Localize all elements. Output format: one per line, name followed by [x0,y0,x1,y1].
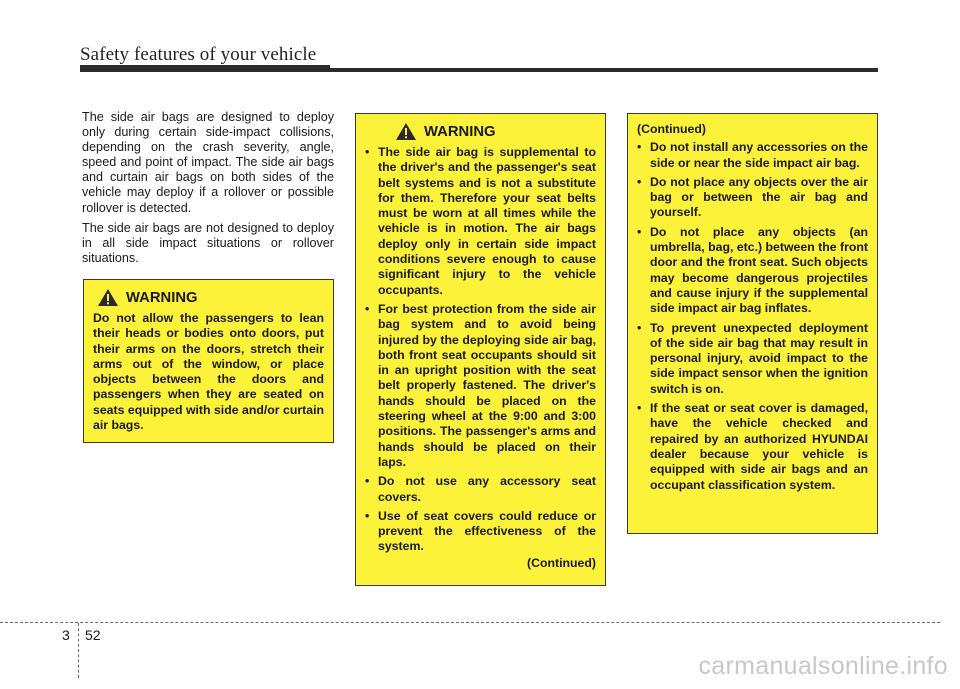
warning-heading [97,288,324,307]
chapter-number: 3 [62,627,70,643]
warning-bullet: • If the seat or seat cover is damaged, have the vehicle checked and repaired by an authorized HYUNDAI dealer because your vehicle is equipped with side air bags and an occupant classification system. [637,401,868,493]
warning-heading-label: WARNING [424,123,496,140]
warning-bullet: • Do not place any objects (an umbrella, bag, etc.) between the front door and the front seat. Such objects may become dangerous projectiles and cause injury if the supplemental side impact air bag inflates. [637,225,868,317]
warning-bullet: • Do not install any accessories on the side or near the side impact air bag. [637,140,868,171]
warning-heading [395,122,596,141]
warning-bullet: • Use of seat covers could reduce or prevent the effectiveness of the system. [365,509,596,555]
continued-label: (Continued) [527,555,596,570]
warning-heading-label: WARNING [126,289,198,306]
footer-page-divider [78,623,79,678]
warning-box-continued [627,113,878,534]
page-header-title: Safety features of your vehicle [80,44,317,65]
warning-triangle-icon [395,122,417,141]
warning-bullet: • To prevent unexpected deployment of the side air bag that may result in personal injury, avoid impact to the side impact sensor when the ignition switch is on. [637,321,868,397]
intro-paragraph: The side air bags are designed to deploy only during certain side-impact collisions, depending on the crash severity, angle, speed and point of impact. The side air bags and curtain air bags on both sides of the vehicle may deploy if a rollover or possible rollover is detected. [82,110,334,215]
page-number: 52 [85,627,101,643]
warning-bullet: • For best protection from the side air bag system and to avoid being injured by the deploying side air bag, both front seat occupants should sit in an upright position with the seat belt properly fastened. The driver's hands should be placed on the steering wheel at the 9:00 and 3:00 positions. The passenger's arms and hands should be placed on their laps. [365,302,596,470]
warning-bullet-list [365,145,596,555]
warning-box-passengers [83,279,334,443]
warning-bullet-list [637,140,868,493]
intro-text [82,110,334,271]
warning-bullet: • Do not place any objects over the air bag or between the air bag and yourself. [637,175,868,221]
warning-triangle-icon [97,288,119,307]
continued-label: (Continued) [637,122,706,136]
warning-text: Do not allow the passengers to lean their heads or bodies onto doors, put their arms on the doors, stretch their arms out of the window, or place objects between the doors and passengers when they are seated on seats equipped with side and/or curtain air bags. [93,311,324,433]
watermark: carmanualsonline.info [698,652,948,680]
header-rule [80,68,878,72]
warning-bullet: • Do not use any accessory seat covers. [365,474,596,505]
intro-paragraph: The side air bags are not designed to deploy in all side impact situations or rollover situations. [82,220,334,265]
warning-box-side-airbag [355,113,606,586]
warning-bullet: • The side air bag is supplemental to the driver's and the passenger's seat belt systems and is not a substitute for them. Therefore your seat belts must be worn at all times while the vehicle is in motion. The air bags deploy only in certain side impact conditions severe enough to cause significant injury to the vehicle occupants. [365,145,596,298]
footer-divider [0,622,940,623]
